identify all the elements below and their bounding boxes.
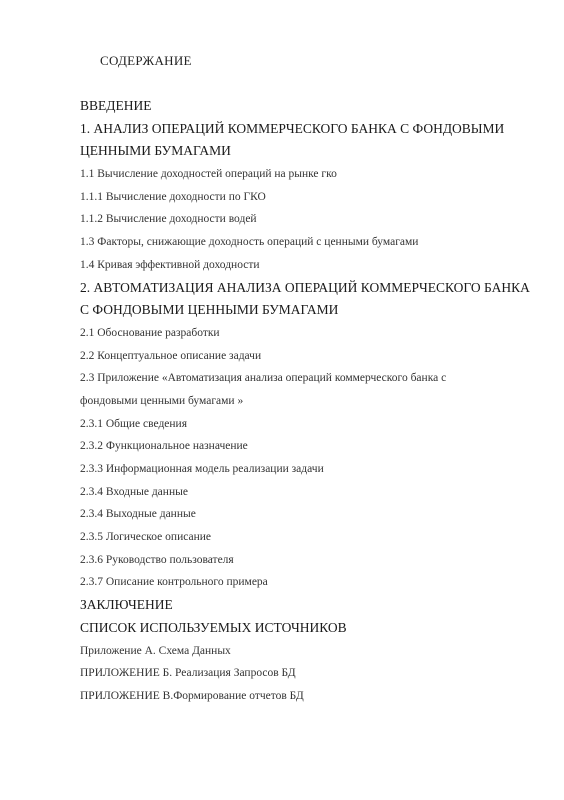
toc-entry: ВВЕДЕНИЕ — [80, 98, 152, 113]
toc-entry: фондовыми ценными бумагами » — [80, 394, 244, 407]
page-title: СОДЕРЖАНИЕ — [100, 53, 192, 68]
toc-list — [80, 95, 540, 708]
toc-entry: ПРИЛОЖЕНИЕ В.Формирование отчетов БД — [80, 689, 304, 702]
toc-entry: С ФОНДОВЫМИ ЦЕННЫМИ БУМАГАМИ — [80, 302, 339, 318]
toc-entry: 2. АВТОМАТИЗАЦИЯ АНАЛИЗА ОПЕРАЦИЙ КОММЕРЧЕСКОГО БАНКА — [80, 279, 530, 295]
toc-entry: 1.1.1 Вычисление доходности по ГКО — [80, 190, 266, 203]
toc-entry: СПИСОК ИСПОЛЬЗУЕМЫХ ИСТОЧНИКОВ — [80, 619, 347, 635]
toc-entry: 2.2 Концептуальное описание задачи — [80, 349, 262, 362]
toc-entry: 1.1.2 Вычисление доходности водей — [80, 213, 257, 226]
toc-entry: ЦЕННЫМИ БУМАГАМИ — [80, 143, 231, 159]
toc-entry: 2.3.2 Функциональное назначение — [80, 440, 248, 453]
toc-entry: ЗАКЛЮЧЕНИЕ — [80, 597, 173, 613]
toc-entry: 2.3.3 Информационная модель реализации задачи — [80, 463, 324, 475]
toc-entry: 2.3 Приложение «Автоматизация анализа операций коммерческого банка с — [80, 372, 447, 385]
toc-entry: Приложение А. Схема Данных — [80, 644, 231, 657]
toc-entry: 2.3.4 Входные данные — [80, 485, 188, 498]
toc-entry: 2.3.5 Логическое описание — [80, 531, 211, 544]
toc-entry: 1.3 Факторы, снижающие доходность операций с ценными бумагами — [80, 236, 419, 249]
toc-entry: 2.3.1 Общие сведения — [80, 417, 187, 430]
toc-entry: 1.1 Вычисление доходностей операций на рынке гко — [80, 168, 337, 181]
toc-entry: 1.4 Кривая эффективной доходности — [80, 258, 260, 271]
toc-entry: 2.1 Обоснование разработки — [80, 326, 220, 339]
toc-entry: 2.3.6 Руководство пользователя — [80, 553, 234, 566]
toc-entry: 2.3.4 Выходные данные — [80, 508, 196, 521]
toc-entry: 1. АНАЛИЗ ОПЕРАЦИЙ КОММЕРЧЕСКОГО БАНКА С ФОНДОВЫМИ — [80, 120, 505, 136]
toc-entry: 2.3.7 Описание контрольного примера — [80, 576, 268, 589]
toc-entry: ПРИЛОЖЕНИЕ Б. Реализация Запросов БД — [80, 667, 296, 680]
